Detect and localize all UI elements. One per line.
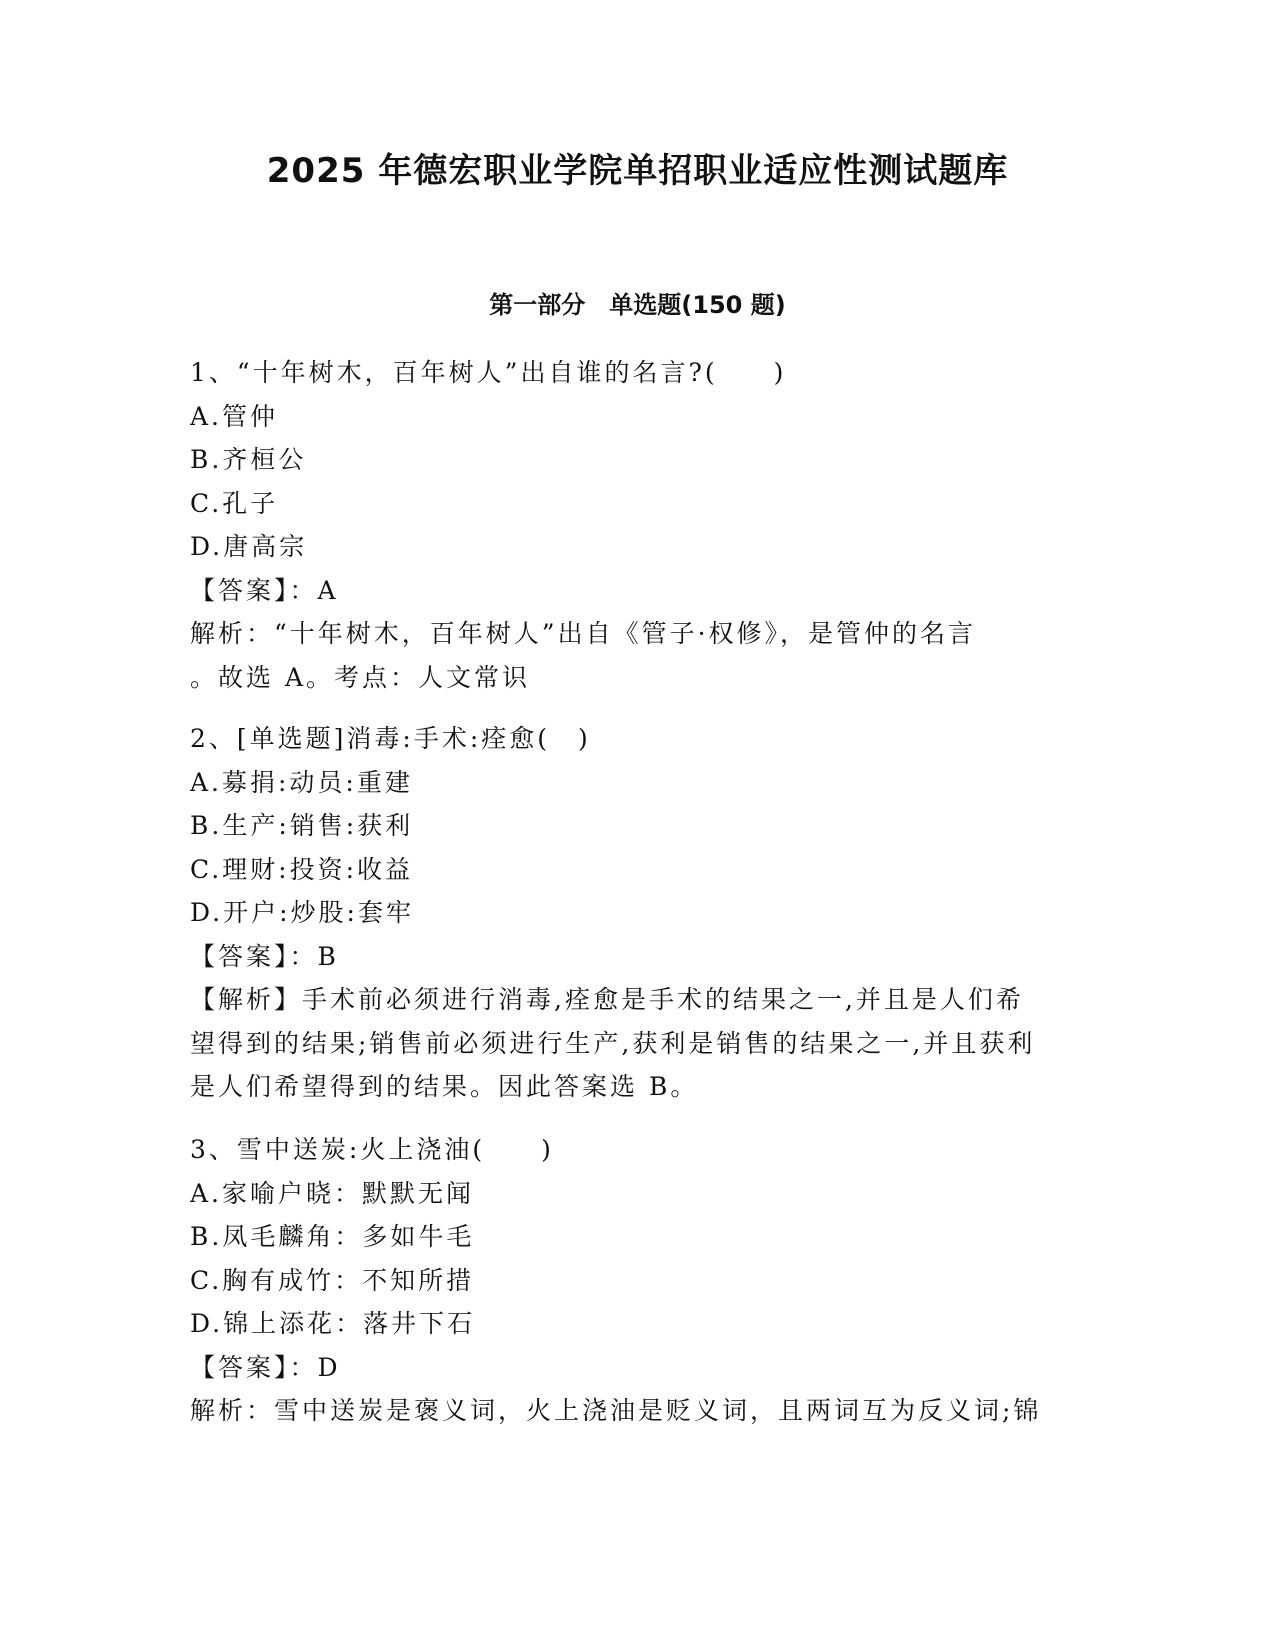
option-d: D.唐高宗	[190, 532, 308, 561]
question-stem: 1、“十年树木，百年树人”出自谁的名言?( )	[190, 358, 787, 387]
analysis-line: 望得到的结果;销售前必须进行生产,获利是销售的结果之一,并且获利	[190, 1028, 1036, 1058]
option-d: D.锦上添花：落井下石	[190, 1309, 476, 1338]
option-b: B.凤毛麟角：多如牛毛	[190, 1222, 475, 1251]
document-title: 2025 年德宏职业学院单招职业适应性测试题库	[266, 151, 1009, 191]
analysis-line: 【解析】手术前必须进行消毒,痊愈是手术的结果之一,并且是人们希	[190, 985, 1024, 1014]
answer: 【答案】：D	[190, 1352, 341, 1382]
option-a: A.管仲	[190, 401, 279, 431]
option-c: C.孔子	[190, 488, 279, 518]
option-c: C.理财:投资:收益	[190, 854, 414, 884]
question-1	[190, 351, 1085, 699]
option-a: A.募捐:动员:重建	[190, 767, 413, 797]
option-d: D.开户:炒股:套牢	[190, 898, 414, 927]
question-stem: 3、雪中送炭:火上浇油( )	[190, 1135, 554, 1164]
option-c: C.胸有成竹：不知所措	[190, 1265, 475, 1295]
analysis-line: 解析：“十年树木，百年树人”出自《管子·权修》，是管仲的名言	[190, 619, 977, 648]
answer: 【答案】：B	[190, 941, 339, 971]
analysis-line: 。故选 A。考点：人文常识	[190, 662, 531, 692]
answer: 【答案】：A	[190, 575, 339, 605]
option-a: A.家喻户晓：默默无闻	[190, 1178, 475, 1208]
question-3	[190, 1128, 1085, 1433]
question-stem: 2、[单选题]消毒:手术:痊愈( )	[190, 724, 591, 753]
analysis-line: 解析：雪中送炭是褒义词，火上浇油是贬义词，且两词互为反义词;锦	[190, 1396, 1042, 1425]
option-b: B.齐桓公	[190, 445, 307, 474]
section-title: 第一部分 单选题(150 题)	[489, 291, 786, 319]
analysis-line: 是人们希望得到的结果。因此答案选 B。	[190, 1072, 699, 1101]
question-2	[190, 717, 1085, 1109]
option-b: B.生产:销售:获利	[190, 811, 414, 840]
